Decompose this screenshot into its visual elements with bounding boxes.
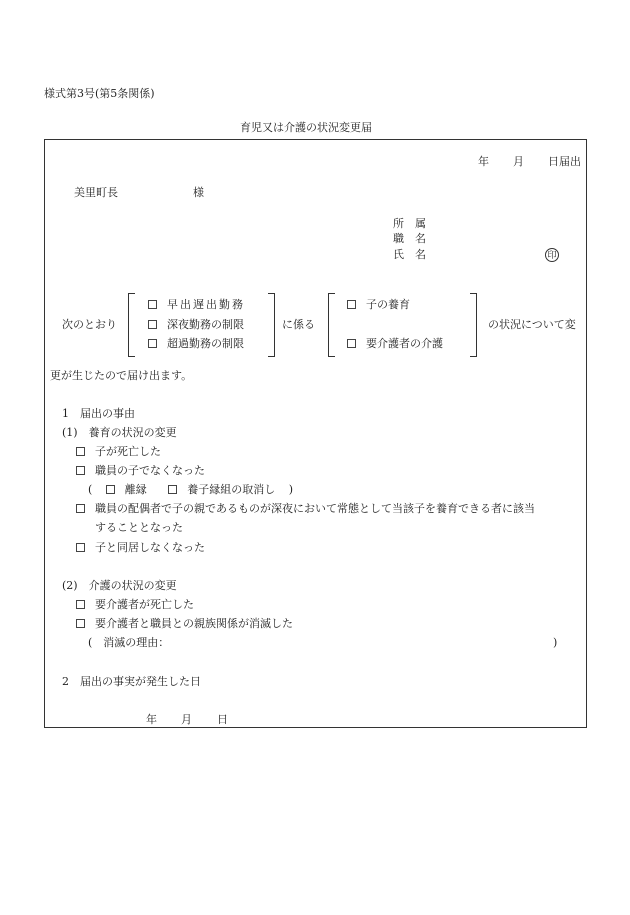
checkbox[interactable] (76, 619, 85, 628)
sub2-item-1: 要介護者が死亡した (76, 598, 194, 612)
date-day: 日届出 (548, 155, 581, 168)
checkbox[interactable] (76, 447, 85, 456)
occurrence-day: 日 (217, 713, 228, 726)
sub1-item-2: 職員の子でなくなった (76, 464, 205, 478)
care-option-1: 子の養育 (347, 298, 410, 312)
work-option-1: 早出遅出勤務 (148, 298, 245, 312)
checkbox[interactable] (168, 485, 177, 494)
sub1-item-1: 子が死亡した (76, 445, 161, 459)
work-option-2: 深夜勤務の制限 (148, 318, 244, 332)
bracket-left-1 (128, 293, 135, 357)
sub1-paren-row: ( 離縁 養子縁組の取消し ) (88, 483, 294, 496)
sub1-item-4: 子と同居しなくなった (76, 541, 205, 555)
intro-continuation: 更が生じたので届け出ます。 (50, 369, 193, 382)
section2-heading: 2 届出の事実が発生した日 (62, 675, 201, 688)
occurrence-year: 年 (146, 713, 157, 726)
form-number: 様式第3号(第5条関係) (44, 87, 155, 100)
checkbox[interactable] (76, 543, 85, 552)
bracket-right-1 (268, 293, 275, 357)
sub1-heading: (1) 養育の状況の変更 (62, 426, 177, 439)
checkbox[interactable] (148, 339, 157, 348)
affiliation-label: 所 属 (393, 217, 426, 230)
care-option-2: 要介護者の介護 (347, 337, 443, 351)
section1-heading: 1 届出の事由 (62, 407, 135, 420)
addressee-honorific: 様 (193, 186, 204, 199)
name-label: 氏 名 (393, 248, 426, 261)
intro-suffix: の状況について変 (488, 318, 576, 331)
sub2-item-2: 要介護者と職員との親族関係が消滅した (76, 617, 293, 631)
occurrence-month: 月 (181, 713, 192, 726)
bracket-left-2 (328, 293, 335, 357)
reason-close: ) (553, 636, 558, 649)
form-title: 育児又は介護の状況変更届 (240, 121, 372, 134)
checkbox[interactable] (106, 485, 115, 494)
checkbox[interactable] (76, 504, 85, 513)
reason-open: ( 消滅の理由： (88, 636, 170, 649)
intro-connector: に係る (282, 318, 315, 331)
position-label: 職 名 (393, 232, 426, 245)
checkbox[interactable] (148, 300, 157, 309)
intro-prefix: 次のとおり (62, 318, 117, 331)
work-option-3: 超過勤務の制限 (148, 337, 244, 351)
checkbox[interactable] (347, 300, 356, 309)
addressee-name: 美里町長 (74, 186, 118, 199)
checkbox[interactable] (148, 320, 157, 329)
checkbox[interactable] (76, 466, 85, 475)
bracket-right-2 (470, 293, 477, 357)
date-month: 月 (513, 155, 524, 168)
sub2-heading: (2) 介護の状況の変更 (62, 579, 177, 592)
sub1-item-3-cont: することとなった (95, 521, 183, 534)
seal-mark: 印 (545, 248, 559, 262)
date-year: 年 (478, 155, 489, 168)
sub1-item-3: 職員の配偶者で子の親であるものが深夜において常態として当該子を養育できる者に該当 (76, 502, 535, 516)
checkbox[interactable] (347, 339, 356, 348)
checkbox[interactable] (76, 600, 85, 609)
